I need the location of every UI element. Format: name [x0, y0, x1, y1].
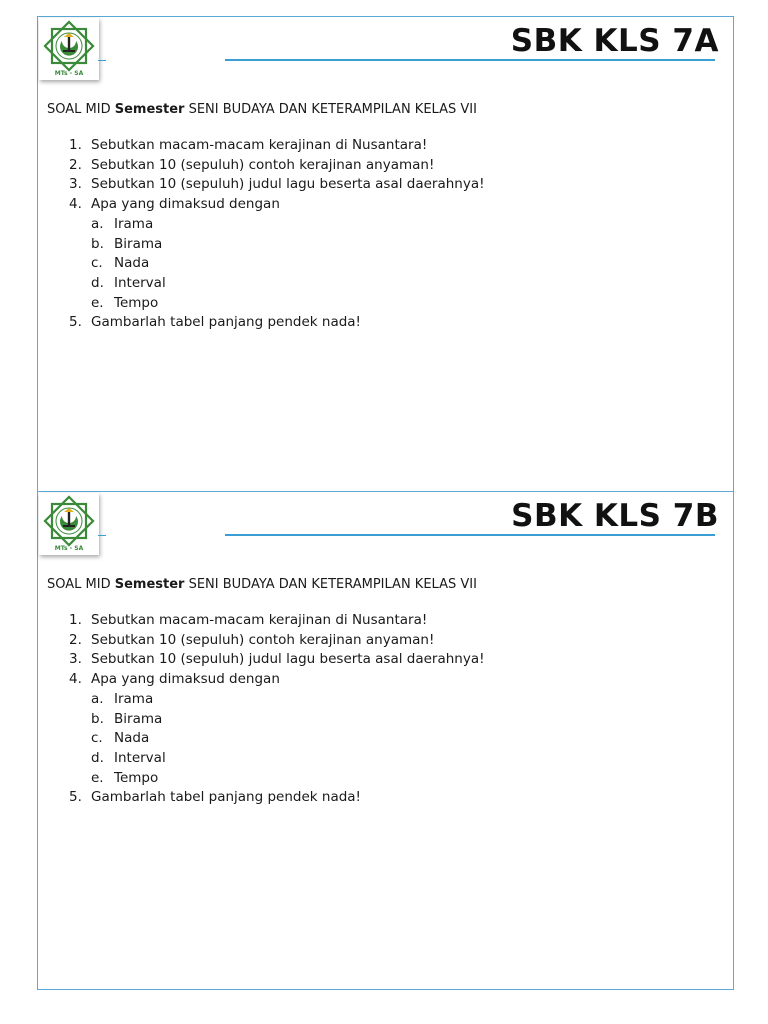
- question-text: Sebutkan 10 (sepuluh) contoh kerajinan anyaman!: [91, 156, 435, 173]
- heading-rest: SENI BUDAYA DAN KETERAMPILAN KELAS VII: [184, 102, 477, 117]
- card-title: SBK KLS 7A: [510, 23, 719, 59]
- question-text: Sebutkan 10 (sepuluh) contoh kerajinan anyaman!: [91, 631, 435, 648]
- exam-heading: [47, 577, 477, 592]
- question-number: 2.: [69, 631, 82, 648]
- question-number: 2.: [69, 156, 82, 173]
- title-underline: [225, 534, 715, 536]
- heading-rest: SENI BUDAYA DAN KETERAMPILAN KELAS VII: [184, 577, 477, 592]
- heading-prefix: SOAL MID: [47, 577, 115, 592]
- school-logo: [39, 18, 99, 80]
- sub-item-text: Tempo: [114, 294, 159, 311]
- sub-item: [69, 235, 485, 255]
- question-number: 3.: [69, 176, 82, 193]
- exam-heading: [47, 102, 477, 117]
- sub-item-letter: a.: [91, 215, 104, 232]
- question-item: [69, 195, 485, 215]
- sub-item-letter: e.: [91, 769, 104, 786]
- title-underline: [225, 59, 715, 61]
- sub-item-letter: d.: [91, 274, 104, 291]
- logo-text: MTs - SA: [54, 545, 84, 552]
- sub-item: [69, 710, 485, 730]
- sub-item-letter: d.: [91, 749, 104, 766]
- sub-item: [69, 254, 485, 274]
- question-item: [69, 175, 485, 195]
- question-text: Sebutkan macam-macam kerajinan di Nusantara!: [91, 612, 428, 628]
- question-item: [69, 136, 485, 156]
- sub-item-text: Tempo: [114, 769, 159, 786]
- question-number: 4.: [69, 196, 82, 213]
- question-number: 5.: [69, 314, 82, 331]
- sub-item-text: Irama: [114, 690, 154, 707]
- question-item: [69, 788, 485, 808]
- question-number: 3.: [69, 651, 82, 668]
- question-item: [69, 156, 485, 176]
- sub-item: [69, 769, 485, 789]
- question-item: [69, 670, 485, 690]
- sub-item: [69, 215, 485, 235]
- heading-bold: Semester: [114, 577, 185, 592]
- question-number: 5.: [69, 789, 82, 806]
- sub-item: [69, 274, 485, 294]
- question-text: Sebutkan macam-macam kerajinan di Nusantara!: [91, 137, 428, 153]
- sub-item: [69, 729, 485, 749]
- school-emblem-icon: [39, 493, 99, 555]
- question-list: [69, 136, 485, 333]
- question-text: Apa yang dimaksud dengan: [91, 196, 280, 213]
- sub-item-letter: b.: [91, 710, 104, 727]
- question-number: 1.: [69, 612, 82, 628]
- sub-item-text: Birama: [114, 235, 163, 252]
- question-list: [69, 611, 485, 808]
- logo-text: MTs - SA: [54, 70, 84, 77]
- question-text: Apa yang dimaksud dengan: [91, 671, 280, 688]
- school-logo: [39, 493, 99, 555]
- question-item: [69, 631, 485, 651]
- title-underline-left: [98, 535, 106, 536]
- sub-item-letter: b.: [91, 235, 104, 252]
- question-text: Gambarlah tabel panjang pendek nada!: [91, 314, 361, 331]
- sub-item-letter: c.: [91, 730, 103, 747]
- exam-card-7a: [37, 16, 734, 492]
- card-title: SBK KLS 7B: [511, 498, 719, 534]
- sub-item: [69, 294, 485, 314]
- sub-item: [69, 690, 485, 710]
- question-item: [69, 313, 485, 333]
- question-number: 4.: [69, 671, 82, 688]
- heading-bold: Semester: [114, 102, 185, 117]
- question-text: Sebutkan 10 (sepuluh) judul lagu beserta asal daerahnya!: [91, 651, 485, 668]
- sub-item-letter: c.: [91, 255, 103, 272]
- question-text: Gambarlah tabel panjang pendek nada!: [91, 789, 361, 806]
- sub-item-text: Interval: [114, 749, 166, 766]
- question-item: [69, 650, 485, 670]
- sub-item-text: Nada: [114, 730, 150, 747]
- sub-item-text: Interval: [114, 274, 166, 291]
- title-underline-left: [98, 60, 106, 61]
- sub-item-letter: e.: [91, 294, 104, 311]
- sub-item: [69, 749, 485, 769]
- sub-item-text: Birama: [114, 710, 163, 727]
- sub-item-letter: a.: [91, 690, 104, 707]
- sub-item-text: Irama: [114, 215, 154, 232]
- exam-card-7b: [37, 491, 734, 990]
- school-emblem-icon: [39, 18, 99, 80]
- question-number: 1.: [69, 137, 82, 153]
- question-item: [69, 611, 485, 631]
- question-text: Sebutkan 10 (sepuluh) judul lagu beserta asal daerahnya!: [91, 176, 485, 193]
- heading-prefix: SOAL MID: [47, 102, 115, 117]
- sub-item-text: Nada: [114, 255, 150, 272]
